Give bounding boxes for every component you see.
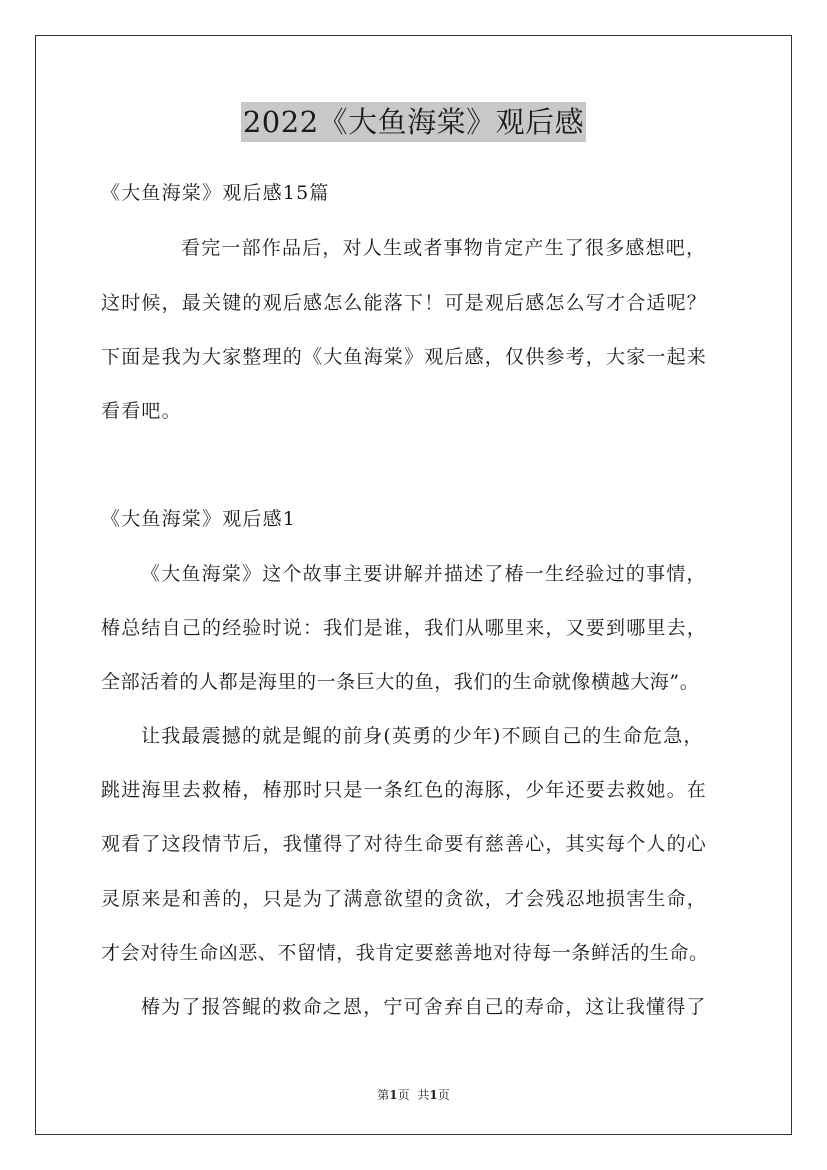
intro-line-1: 看完一部作品后，对人生或者事物肯定产生了很多感想吧， xyxy=(181,237,707,259)
page-footer xyxy=(0,1086,827,1103)
total-pages: 1 xyxy=(429,1088,438,1102)
body-line-5: 跳进海里去救椿，椿那时只是一条红色的海豚，少年还要去救她。在 xyxy=(101,779,708,801)
page-suffix: 页 xyxy=(397,1088,410,1102)
body-line-8: 才会对待生命凶恶、不留情，我肯定要慈善地对待每一条鲜活的生命。 xyxy=(101,942,709,964)
body-line-1: 《大鱼海棠》这个故事主要讲解并描述了椿一生经验过的事情， xyxy=(141,563,707,585)
total-prefix: 共 xyxy=(417,1088,430,1102)
total-suffix: 页 xyxy=(437,1088,450,1102)
body-line-9: 椿为了报答鲲的救命之恩，宁可舍弃自己的寿命，这让我懂得了 xyxy=(141,996,707,1018)
body-line-6: 观看了这段情节后，我懂得了对待生命要有慈善心，其实每个人的心 xyxy=(101,833,708,855)
body-line-3: 全部活着的人都是海里的一条巨大的鱼，我们的生命就像横越大海”。 xyxy=(101,671,700,693)
body-line-7: 灵原来是和善的，只是为了满意欲望的贪欲，才会残忍地损害生命， xyxy=(101,888,708,910)
section-heading: 《大鱼海棠》观后感1 xyxy=(101,508,297,530)
page-prefix: 第 xyxy=(377,1088,390,1102)
document-subtitle: 《大鱼海棠》观后感15篇 xyxy=(101,182,330,204)
page-number: 1 xyxy=(389,1088,398,1102)
document-title: 2022《大鱼海棠》观后感 xyxy=(241,102,586,142)
intro-line-4: 看看吧。 xyxy=(101,400,182,422)
intro-line-2: 这时候，最关键的观后感怎么能落下！可是观后感怎么写才合适呢？ xyxy=(101,292,708,314)
body-line-4: 让我最震撼的就是鲲的前身(英勇的少年)不顾自己的生命危急， xyxy=(141,725,704,747)
intro-line-3: 下面是我为大家整理的《大鱼海棠》观后感，仅供参考，大家一起来 xyxy=(101,346,708,368)
body-line-2: 椿总结自己的经验时说：我们是谁，我们从哪里来，又要到哪里去， xyxy=(101,617,708,639)
